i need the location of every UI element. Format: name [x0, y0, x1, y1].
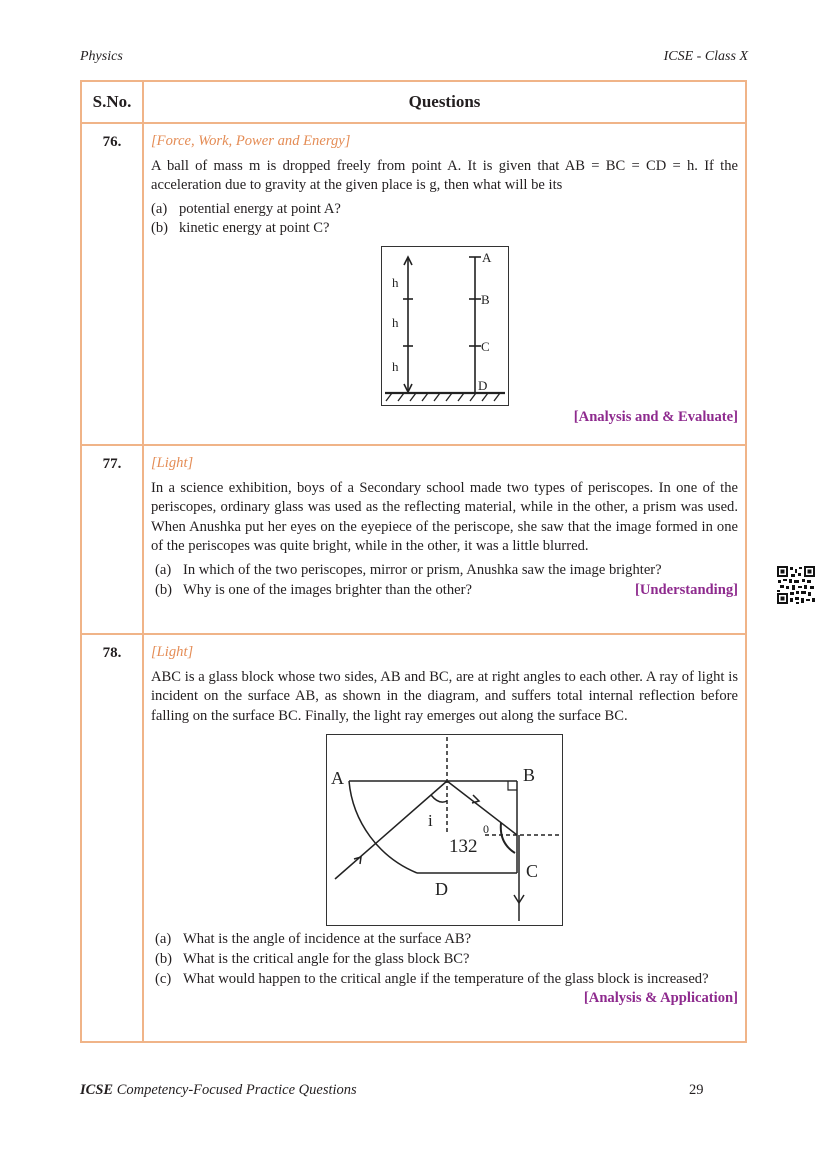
- option-b: [151, 950, 738, 970]
- page-number: 29: [689, 1082, 704, 1098]
- label-angle-132: 132: [449, 836, 478, 858]
- label-point-c: C: [480, 338, 490, 354]
- question-number: 76.: [81, 123, 143, 445]
- option-text: [183, 581, 738, 601]
- question-row-77: [81, 445, 746, 634]
- label-a: A: [331, 768, 344, 789]
- footer-series: ICSE: [80, 1082, 114, 1098]
- option-c: [151, 970, 738, 1009]
- question-row-76: [81, 123, 746, 445]
- header-subject: Physics: [80, 49, 123, 64]
- question-row-78: [81, 634, 746, 1042]
- question-body: [143, 445, 746, 634]
- option-text: In which of the two periscopes, mirror or prism, Anushka saw the image brighter?: [183, 561, 662, 578]
- glass-block-diagram: [326, 734, 563, 926]
- question-number: 77.: [81, 445, 143, 634]
- question-topic: [Light]: [151, 455, 194, 471]
- skill-tag: [Analysis and & Evaluate]: [573, 408, 738, 425]
- footer-title: [80, 1082, 357, 1099]
- option-text: kinetic energy at point C?: [179, 220, 330, 237]
- question-body: [143, 634, 746, 1042]
- question-body: [143, 123, 746, 445]
- curved-surface-ad: [349, 781, 417, 873]
- option-label: (c): [155, 970, 172, 987]
- option-a: [151, 200, 738, 220]
- header-class: ICSE - Class X: [663, 49, 748, 64]
- option-text: potential energy at point A?: [179, 200, 341, 217]
- label-c: C: [526, 861, 539, 882]
- label-h: h: [391, 314, 398, 330]
- option-label: (a): [155, 561, 172, 578]
- label-b: B: [523, 765, 536, 786]
- ground-hatching: [386, 393, 500, 401]
- reflected-ray: [447, 781, 517, 835]
- label-i: i: [428, 811, 433, 831]
- qr-code[interactable]: [777, 566, 815, 604]
- option-a: [151, 561, 738, 581]
- question-text: In a science exhibition, boys of a Secondary school made two types of periscopes. In one of the periscopes, ordinary glass was used as the reflecting material, while in the other, a prism was used. When Anushka put her eyes on the eyepiece of the periscope, she saw that the image formed in one of the periscopes was quite bright, while in the other, it was a little blurred.: [151, 479, 738, 555]
- option-text: What is the angle of incidence at the surface AB?: [183, 931, 472, 948]
- label-point-d: D: [477, 377, 487, 393]
- column-header-sno: S.No.: [81, 81, 143, 123]
- table-header-row: [81, 81, 746, 123]
- label-h: h: [391, 358, 398, 374]
- question-text: ABC is a glass block whose two sides, AB and BC, are at right angles to each other. A ray of light is incident on the surface AB, as shown in the diagram, and suffers total internal reflection before falling on the surface BC. Finally, the light ray emerges out along the surface BC.: [151, 668, 738, 724]
- falling-ball-diagram: [381, 246, 509, 406]
- label-point-a: A: [481, 249, 491, 265]
- angle-i-arc: [431, 795, 447, 802]
- question-topic: [Force, Work, Power and Energy]: [151, 133, 351, 149]
- skill-tag: [Analysis & Application]: [583, 990, 738, 1007]
- option-text-content: Why is one of the images brighter than the other?: [183, 581, 472, 598]
- question-text: A ball of mass m is dropped freely from point A. It is given that AB = BC = CD = h. If the acceleration due to gravity at the given place is g, then what will be its: [151, 157, 738, 194]
- question-number: 78.: [81, 634, 143, 1042]
- label-h: h: [391, 274, 398, 290]
- option-text-content: What would happen to the critical angle if the temperature of the glass block is increased?: [183, 970, 709, 987]
- label-point-b: B: [480, 291, 490, 307]
- option-b: [151, 581, 738, 601]
- option-a: [151, 930, 738, 950]
- option-label: (b): [151, 220, 169, 237]
- question-topic: [Light]: [151, 644, 194, 660]
- column-header-questions: Questions: [143, 81, 746, 123]
- questions-table: [80, 80, 747, 1043]
- option-label: (b): [155, 581, 173, 598]
- option-label: (a): [155, 931, 172, 948]
- option-text: [183, 970, 738, 1009]
- option-label: (b): [155, 950, 173, 967]
- label-degree: 0: [483, 822, 489, 837]
- option-text: What is the critical angle for the glass block BC?: [183, 950, 470, 967]
- label-d: D: [435, 879, 448, 900]
- right-angle-mark: [508, 781, 517, 790]
- option-b: [151, 219, 738, 239]
- skill-tag: [Understanding]: [635, 581, 738, 598]
- option-label: (a): [151, 200, 168, 217]
- footer-title-text: Competency-Focused Practice Questions: [116, 1082, 357, 1098]
